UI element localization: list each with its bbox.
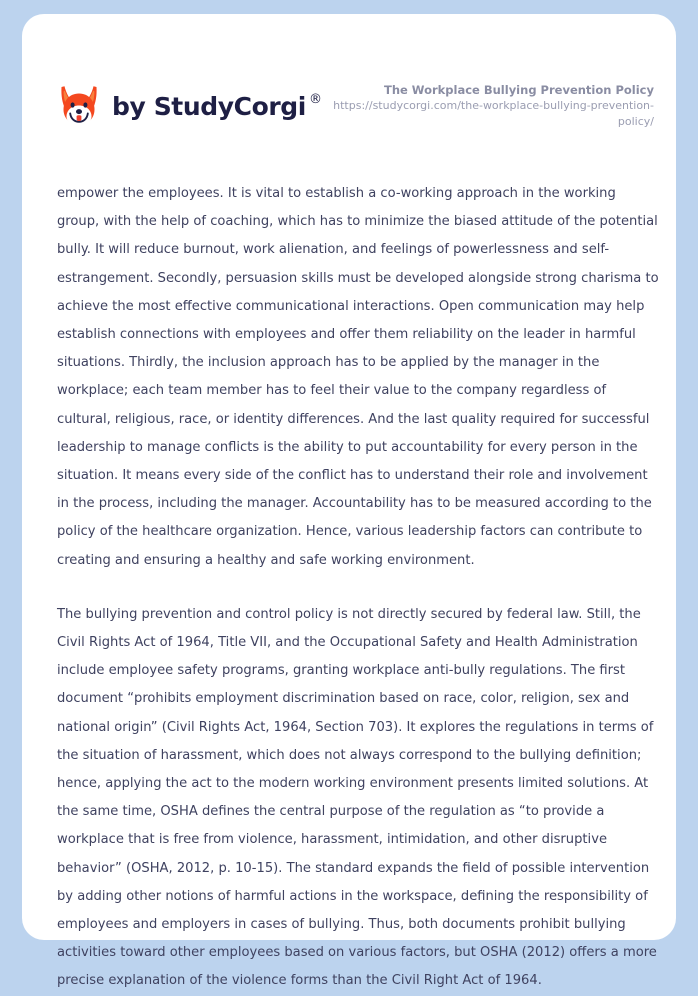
wordmark (112, 92, 322, 121)
document-meta (322, 82, 654, 131)
corgi-head-icon (56, 83, 102, 129)
document-url[interactable]: https://studycorgi.com/the-workplace-bullying-prevention-policy/ (333, 99, 654, 129)
paragraph: empower the employees. It is vital to establish a co-working approach in the working group, with the help of coaching, which has to minimize the biased attitude of the potential bully. It will reduce burnout, work alienation, and feelings of powerlessness and self-estrangement. Secondly, persuasion skills must be developed alongside strong charisma to achieve the most effective communicational interactions. Open communication may help establish connections with employees and offer them reliability on the leader in harmful situations. Thirdly, the inclusion approach has to be applied by the manager in the workplace; each team member has to feel their value to the company regardless of cultural, religious, race, or identity differences. And the last quality required for successful leadership to manage conflicts is the ability to put accountability for every person in the situation. It means every side of the conflict has to understand their role and involvement in the process, including the manager. Accountability has to be measured according to the policy of the healthcare organization. Hence, various leadership factors can contribute to creating and ensuring a healthy and safe working environment. (57, 186, 659, 568)
document-title: The Workplace Bullying Prevention Policy (383, 82, 654, 97)
document-body (57, 180, 661, 996)
wordmark-text: by StudyCorgi (112, 91, 306, 121)
brand-logo[interactable] (56, 83, 322, 129)
registered-trademark-icon: ® (308, 91, 322, 107)
page-header (56, 70, 654, 142)
document-page (22, 14, 676, 989)
paragraph: The bullying prevention and control policy is not directly secured by federal law. Still, the Civil Rights Act of 1964, Title VII, and the Occupational Safety and Health Administration include employee safety programs, granting workplace anti-bully regulations. The first document “prohibits employment discrimination based on race, color, religion, sex and national origin” (Civil Rights Act, 1964, Section 703). It explores the regulations in terms of the situation of harassment, which does not always correspond to the bullying definition; hence, applying the act to the modern working environment presents limited solutions. At the same time, OSHA defines the central purpose of the regulation as “to provide a workplace that is free from violence, harassment, intimidation, and other disruptive behavior” (OSHA, 2012, p. 10-15). The standard expands the field of possible intervention by adding other notions of harmful actions in the workspace, defining the responsibility of employees and employers in cases of bullying. Thus, both documents prohibit bullying activities toward other employees based on various factors, but OSHA (2012) offers a more precise explanation of the violence forms than the Civil Right Act of 1964. (57, 606, 657, 989)
